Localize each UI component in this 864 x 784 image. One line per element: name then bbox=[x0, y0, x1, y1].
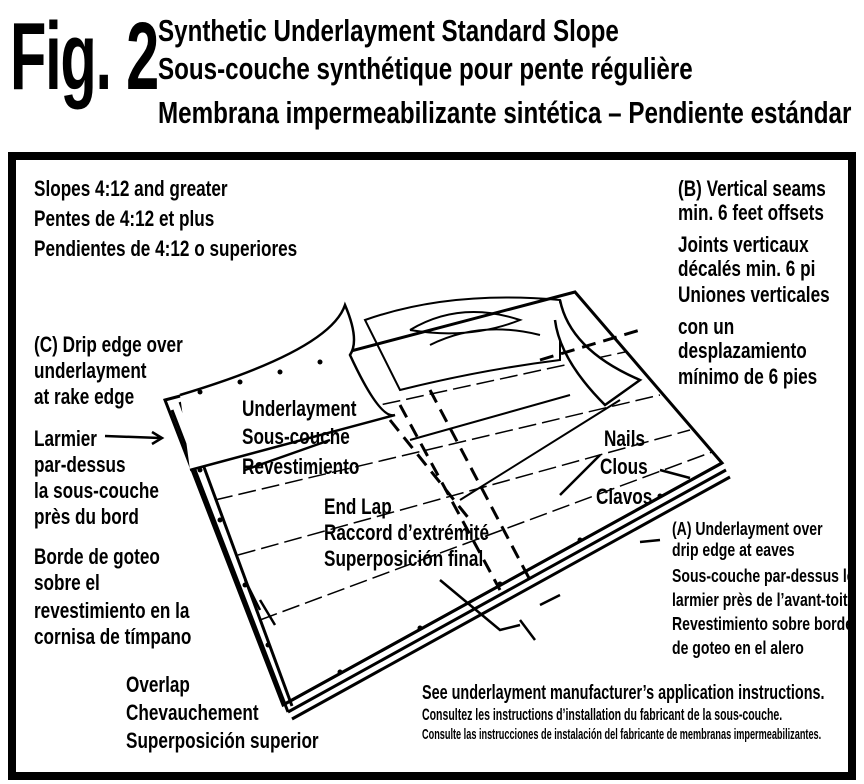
seams-3: Joints verticaux bbox=[678, 232, 809, 257]
rake-7: près du bord bbox=[34, 504, 139, 529]
title-fr: Sous-couche synthétique pour pente régulière bbox=[158, 51, 693, 86]
seams-4: décalés min. 6 pi bbox=[678, 256, 816, 281]
instructions-fr: Consultez les instructions d’installation du fabricant de la sous-couche. bbox=[422, 705, 783, 724]
figure-label: Fig. 2 bbox=[10, 3, 158, 110]
eaves-5: Revestimiento sobre borde bbox=[672, 614, 854, 634]
rake-9: sobre el bbox=[34, 570, 100, 595]
seams-6: con un bbox=[678, 314, 735, 339]
title-en: Synthetic Underlayment Standard Slope bbox=[158, 13, 619, 48]
nails-en: Nails bbox=[604, 426, 646, 451]
rake-11: cornisa de tímpano bbox=[34, 624, 192, 649]
nails-es: Clavos bbox=[596, 484, 653, 509]
slopes-en: Slopes 4:12 and greater bbox=[34, 176, 228, 201]
nails-fr: Clous bbox=[600, 454, 648, 479]
instructions-en: See underlayment manufacturer’s application instructions. bbox=[422, 682, 825, 704]
title-es: Membrana impermeabilizante sintética – Pendiente estándar bbox=[158, 95, 852, 130]
underlayment-es: Revestimiento bbox=[242, 454, 360, 479]
underlayment-fr: Sous-couche bbox=[242, 424, 350, 449]
overlap-en: Overlap bbox=[126, 672, 190, 697]
seams-5: Uniones verticales bbox=[678, 282, 830, 307]
seams-7: desplazamiento bbox=[678, 338, 807, 363]
eaves-arrow bbox=[640, 540, 660, 542]
underlayment-en: Underlayment bbox=[242, 396, 357, 421]
eaves-4: larmier près de l’avant-toit bbox=[672, 590, 848, 610]
end-lap-en: End Lap bbox=[324, 494, 392, 519]
overlap-fr: Chevauchement bbox=[126, 700, 259, 725]
slopes-es: Pendientes de 4:12 o superiores bbox=[34, 236, 298, 261]
overlap-es: Superposición superior bbox=[126, 728, 319, 753]
seams-8: mínimo de 6 pies bbox=[678, 364, 818, 389]
slopes-fr: Pentes de 4:12 et plus bbox=[34, 206, 215, 231]
seams-2: min. 6 feet offsets bbox=[678, 200, 824, 225]
eaves-3: Sous-couche par-dessus le bbox=[672, 566, 855, 586]
seams-1: (B) Vertical seams bbox=[678, 176, 826, 201]
rake-4: Larmier bbox=[34, 426, 97, 451]
eaves-6: de goteo en el alero bbox=[672, 638, 804, 658]
end-lap-es: Superposición final bbox=[324, 546, 484, 571]
rake-1: (C) Drip edge over bbox=[34, 332, 183, 357]
end-lap-fr: Raccord d’extrémité bbox=[324, 520, 489, 545]
rake-10: revestimiento en la bbox=[34, 598, 190, 623]
instructions-es: Consulte las instrucciones de instalación del fabricante de membranas impermeabilizantes. bbox=[422, 726, 822, 743]
rake-6: la sous-couche bbox=[34, 478, 159, 503]
rake-2: underlayment bbox=[34, 358, 147, 383]
rake-arrow bbox=[105, 432, 162, 444]
rake-8: Borde de goteo bbox=[34, 544, 160, 569]
rake-3: at rake edge bbox=[34, 384, 135, 409]
eaves-2: drip edge at eaves bbox=[672, 540, 795, 560]
rake-5: par-dessus bbox=[34, 452, 126, 477]
eaves-1: (A) Underlayment over bbox=[672, 519, 823, 539]
